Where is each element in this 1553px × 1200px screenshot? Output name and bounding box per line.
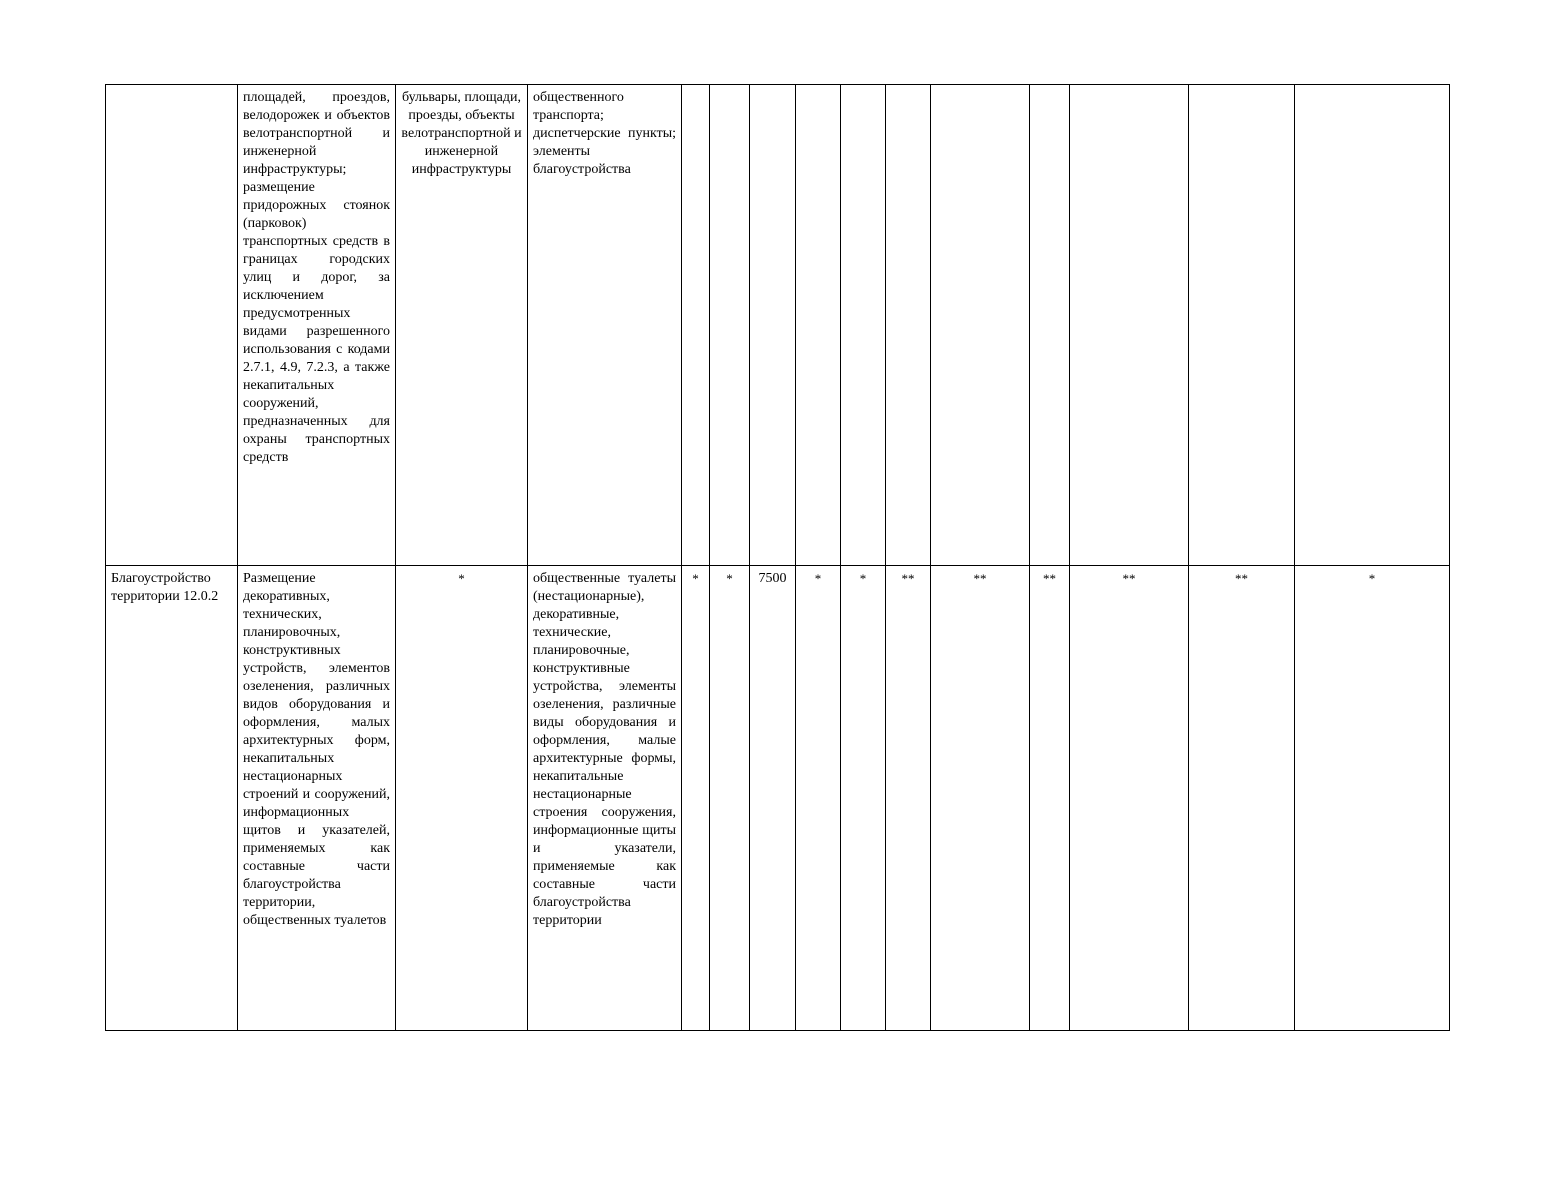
param-cell xyxy=(750,85,796,566)
param-cell xyxy=(1070,85,1189,566)
param-cell xyxy=(710,85,750,566)
aux-objects-cell: общественные туалеты (нестационарные), декоративные, технические, планировочные, конструктивные устройства, элементы озеленения, различные виды оборудования и оформления, малые архитектурные формы, некапитальные нестационарные строения сооружения, информационные щиты и указатели, применяемые как составные части благоустройства территории xyxy=(528,566,682,1031)
param-cell: * xyxy=(796,566,841,1031)
param-cell xyxy=(1295,85,1450,566)
param-cell xyxy=(1030,85,1070,566)
table-row xyxy=(106,566,1450,1031)
use-description-cell: Размещение декоративных, технических, планировочных, конструктивных устройств, элементов озеленения, различных видов оборудования и оформления, малых архитектурных форм, некапитальных нестационарных строений и сооружений, информационных щитов и указателей, применяемых как составные части благоустройства территории, общественных туалетов xyxy=(238,566,396,1031)
param-cell: * xyxy=(1295,566,1450,1031)
param-cell: ** xyxy=(931,566,1030,1031)
param-cell: * xyxy=(682,566,710,1031)
param-cell: * xyxy=(841,566,886,1031)
use-description-cell: площадей, проездов, велодорожек и объектов велотранспортной и инженерной инфраструктуры; размещение придорожных стоянок (парковок) транспортных средств в границах городских улиц и дорог, за исключением предусмотренных видами разрешенного использования с кодами 2.7.1, 4.9, 7.2.3, а также некапитальных сооружений, предназначенных для охраны транспортных средств xyxy=(238,85,396,566)
param-cell: * xyxy=(710,566,750,1031)
use-name-cell xyxy=(106,85,238,566)
param-cell xyxy=(1189,85,1295,566)
table-row xyxy=(106,85,1450,566)
param-cell: ** xyxy=(886,566,931,1031)
param-cell: ** xyxy=(1030,566,1070,1031)
param-cell xyxy=(796,85,841,566)
param-cell xyxy=(682,85,710,566)
param-cell xyxy=(841,85,886,566)
main-objects-cell: бульвары, площади, проезды, объекты велотранспортной и инженерной инфраструктуры xyxy=(396,85,528,566)
param-cell: 7500 xyxy=(750,566,796,1031)
param-cell xyxy=(931,85,1030,566)
land-use-table xyxy=(105,84,1450,1031)
param-cell: ** xyxy=(1189,566,1295,1031)
aux-objects-cell: общественного транспорта; диспетчерские пункты; элементы благоустройства xyxy=(528,85,682,566)
param-cell xyxy=(886,85,931,566)
param-cell: ** xyxy=(1070,566,1189,1031)
use-name-cell: Благоустройство территории 12.0.2 xyxy=(106,566,238,1031)
main-objects-cell: * xyxy=(396,566,528,1031)
